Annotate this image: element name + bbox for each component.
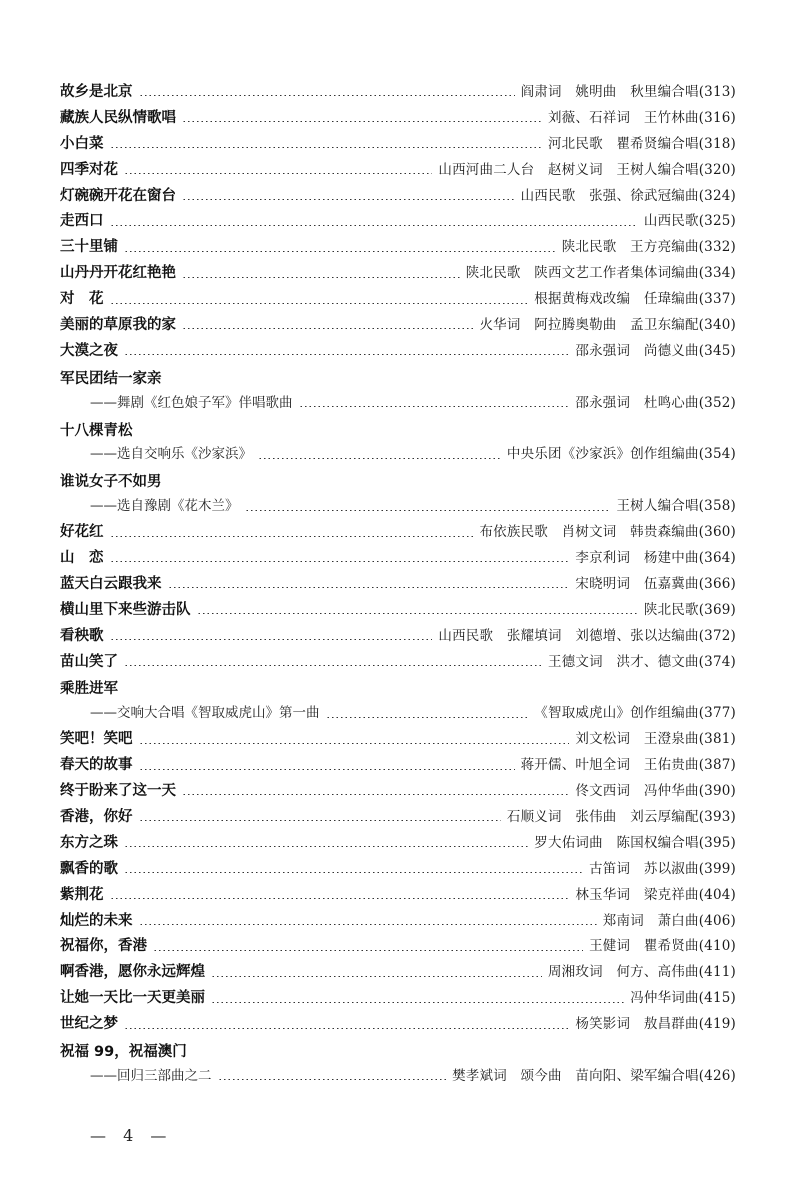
toc-entry-row: [60, 158, 736, 184]
song-credits: 陕北民歌 陕西文艺工作者集体词编曲(334): [465, 265, 736, 282]
dot-leader: [124, 872, 583, 873]
dot-leader: [139, 769, 515, 770]
song-title: 军民团结一家亲: [60, 370, 162, 387]
toc-entry-row: [60, 805, 736, 831]
dot-leader: [299, 406, 570, 407]
song-credits: 陕北民歌 王方亮编曲(332): [561, 239, 736, 256]
song-credits: 河北民歌 瞿希贤编合唱(318): [547, 135, 736, 152]
song-title: 春天的故事: [60, 757, 133, 774]
song-credits: 《智取威虎山》创作组编曲(377): [534, 705, 736, 722]
toc-entry-title: [60, 417, 736, 443]
song-title: 三十里铺: [60, 239, 118, 256]
song-title: 灿烂的未来: [60, 912, 133, 929]
song-credits: 中央乐团《沙家浜》创作组编曲(354): [506, 446, 736, 463]
toc-entry-title: [60, 365, 736, 391]
toc-entry-row: [60, 520, 736, 546]
song-subtitle: ——选自豫剧《花木兰》: [90, 498, 239, 515]
dot-leader: [258, 458, 501, 459]
dot-leader: [139, 820, 501, 821]
song-title: 蓝天白云跟我来: [60, 575, 162, 592]
song-credits: 山西河曲二人台 赵树义词 王树人编合唱(320): [438, 161, 736, 178]
song-title: 香港，你好: [60, 808, 133, 825]
dot-leader: [124, 251, 556, 252]
dot-leader: [168, 587, 570, 588]
song-subtitle: ——回归三部曲之二: [90, 1067, 212, 1084]
dot-leader: [124, 665, 542, 666]
dot-leader: [245, 510, 611, 511]
song-credits: 罗大佑词曲 陈国权编合唱(395): [534, 834, 736, 851]
toc-entry-row: [60, 572, 736, 598]
song-credits: 林玉华词 梁克祥曲(404): [575, 886, 736, 903]
toc-entry-row: [60, 727, 736, 753]
song-title: 灯碗碗开花在窗台: [60, 187, 176, 204]
song-title: 对 花: [60, 291, 104, 308]
toc-entry-row: [60, 80, 736, 106]
song-title: 横山里下来些游击队: [60, 601, 191, 618]
toc-entry-row: [60, 960, 736, 986]
dot-leader: [110, 303, 529, 304]
toc-entry-row: [60, 339, 736, 365]
toc-entry-row: [60, 287, 736, 313]
toc-entry-row: [60, 209, 736, 235]
toc-entry-row: [60, 494, 736, 520]
song-credits: 王德文词 洪才、德文曲(374): [547, 653, 736, 670]
dot-leader: [211, 1002, 624, 1003]
dot-leader: [182, 794, 569, 795]
song-title: 东方之珠: [60, 834, 118, 851]
song-title: 看秧歌: [60, 627, 104, 644]
song-title: 山 恋: [60, 550, 104, 567]
song-credits: 布依族民歌 肖树文词 韩贵森编曲(360): [479, 524, 736, 541]
toc-entry-row: [60, 986, 736, 1012]
song-title: 十八棵青松: [60, 422, 133, 439]
song-title: 山丹丹开花红艳艳: [60, 265, 176, 282]
dot-leader: [182, 199, 515, 200]
dot-leader: [139, 924, 597, 925]
song-title: 好花红: [60, 524, 104, 541]
song-title: 谁说女子不如男: [60, 474, 162, 491]
song-title: 啊香港，愿你永远辉煌: [60, 964, 205, 981]
dot-leader: [182, 121, 542, 122]
dot-leader: [110, 225, 638, 226]
toc-entry-row: [60, 391, 736, 417]
song-title: 紫荆花: [60, 886, 104, 903]
toc-entry-row: [60, 753, 736, 779]
page-number: — 4 —: [90, 1126, 173, 1145]
song-subtitle: ——舞剧《红色娘子军》伴唱歌曲: [90, 394, 293, 411]
toc-entry-row: [60, 132, 736, 158]
song-title: 苗山笑了: [60, 653, 118, 670]
dot-leader: [110, 898, 570, 899]
song-credits: 樊孝斌词 颂今曲 苗向阳、梁军编合唱(426): [452, 1067, 736, 1084]
dot-leader: [124, 173, 432, 174]
toc-entry-title: [60, 1038, 736, 1064]
dot-leader: [110, 639, 433, 640]
song-title: 走西口: [60, 213, 104, 230]
song-subtitle: ——交响大合唱《智取威虎山》第一曲: [90, 705, 320, 722]
song-credits: 王健词 瞿希贤曲(410): [589, 938, 736, 955]
toc-entry-row: [60, 650, 736, 676]
toc-entry-row: [60, 934, 736, 960]
toc-entry-row: [60, 546, 736, 572]
toc-entry-title: [60, 675, 736, 701]
song-credits: 山西民歌 张耀填词 刘德增、张以达编曲(372): [438, 627, 736, 644]
song-credits: 王树人编合唱(358): [616, 498, 736, 515]
song-credits: 阎肃词 姚明曲 秋里编合唱(313): [520, 84, 736, 100]
song-credits: 宋晓明词 伍嘉冀曲(366): [575, 575, 736, 592]
toc-entry-row: [60, 1012, 736, 1038]
toc-entry-row: [60, 857, 736, 883]
dot-leader: [326, 717, 529, 718]
dot-leader: [124, 846, 528, 847]
table-of-contents: [60, 80, 736, 1090]
dot-leader: [110, 561, 570, 562]
dot-leader: [218, 1079, 447, 1080]
song-credits: 石顺义词 张伟曲 刘云厚编配(393): [506, 808, 736, 825]
dot-leader: [182, 328, 473, 329]
song-credits: 刘文松词 王澄泉曲(381): [575, 731, 736, 748]
toc-entry-row: [60, 701, 736, 727]
song-title: 小白菜: [60, 135, 104, 152]
song-title: 四季对花: [60, 161, 118, 178]
song-credits: 杨笑影词 敖昌群曲(419): [575, 1016, 736, 1033]
song-title: 祝福 99，祝福澳门: [60, 1043, 187, 1060]
song-title: 笑吧！笑吧: [60, 731, 133, 748]
song-title: 祝福你，香港: [60, 938, 147, 955]
song-credits: 山西民歌(325): [643, 213, 736, 230]
dot-leader: [110, 147, 542, 148]
toc-entry-row: [60, 442, 736, 468]
dot-leader: [197, 613, 638, 614]
song-credits: 邵永强词 杜鸣心曲(352): [575, 394, 736, 411]
song-title: 藏族人民纵情歌唱: [60, 109, 176, 126]
song-credits: 佟文西词 冯仲华曲(390): [575, 783, 736, 800]
dot-leader: [182, 277, 460, 278]
song-title: 美丽的草原我的家: [60, 317, 176, 334]
song-credits: 陕北民歌(369): [643, 601, 736, 618]
toc-entry-row: [60, 1064, 736, 1090]
song-title: 故乡是北京: [60, 84, 133, 100]
song-credits: 古笛词 苏以淑曲(399): [589, 860, 736, 877]
toc-entry-row: [60, 831, 736, 857]
dot-leader: [124, 354, 569, 355]
dot-leader: [139, 743, 570, 744]
song-credits: 根据黄梅戏改编 任瑋编曲(337): [534, 291, 736, 308]
toc-entry-row: [60, 184, 736, 210]
toc-entry-row: [60, 909, 736, 935]
song-title: 大漠之夜: [60, 342, 118, 359]
song-credits: 邵永强词 尚德义曲(345): [575, 342, 736, 359]
toc-entry-row: [60, 106, 736, 132]
song-credits: 蒋开儒、叶旭全词 王佑贵曲(387): [520, 757, 736, 774]
toc-entry-title: [60, 468, 736, 494]
toc-entry-row: [60, 624, 736, 650]
dot-leader: [139, 95, 515, 96]
song-credits: 冯仲华词曲(415): [630, 990, 736, 1007]
song-credits: 李京利词 杨建中曲(364): [575, 550, 736, 567]
toc-entry-row: [60, 779, 736, 805]
dot-leader: [124, 1028, 569, 1029]
song-subtitle: ——选自交响乐《沙家浜》: [90, 446, 252, 463]
song-title: 世纪之梦: [60, 1016, 118, 1033]
toc-entry-row: [60, 313, 736, 339]
song-title: 终于盼来了这一天: [60, 783, 176, 800]
toc-entry-row: [60, 598, 736, 624]
song-title: 让她一天比一天更美丽: [60, 990, 205, 1007]
dot-leader: [211, 976, 542, 977]
song-credits: 刘薇、石祥词 王竹林曲(316): [547, 109, 736, 126]
song-credits: 山西民歌 张强、徐武冠编曲(324): [520, 187, 736, 204]
song-credits: 周湘玫词 何方、高伟曲(411): [547, 964, 736, 981]
dot-leader: [153, 950, 583, 951]
toc-entry-row: [60, 883, 736, 909]
toc-entry-row: [60, 235, 736, 261]
toc-entry-row: [60, 261, 736, 287]
song-credits: 郑南词 萧白曲(406): [602, 912, 736, 929]
dot-leader: [110, 536, 474, 537]
song-title: 飘香的歌: [60, 860, 118, 877]
song-credits: 火华词 阿拉腾奥勒曲 孟卫东编配(340): [479, 317, 736, 334]
song-title: 乘胜进军: [60, 681, 118, 698]
